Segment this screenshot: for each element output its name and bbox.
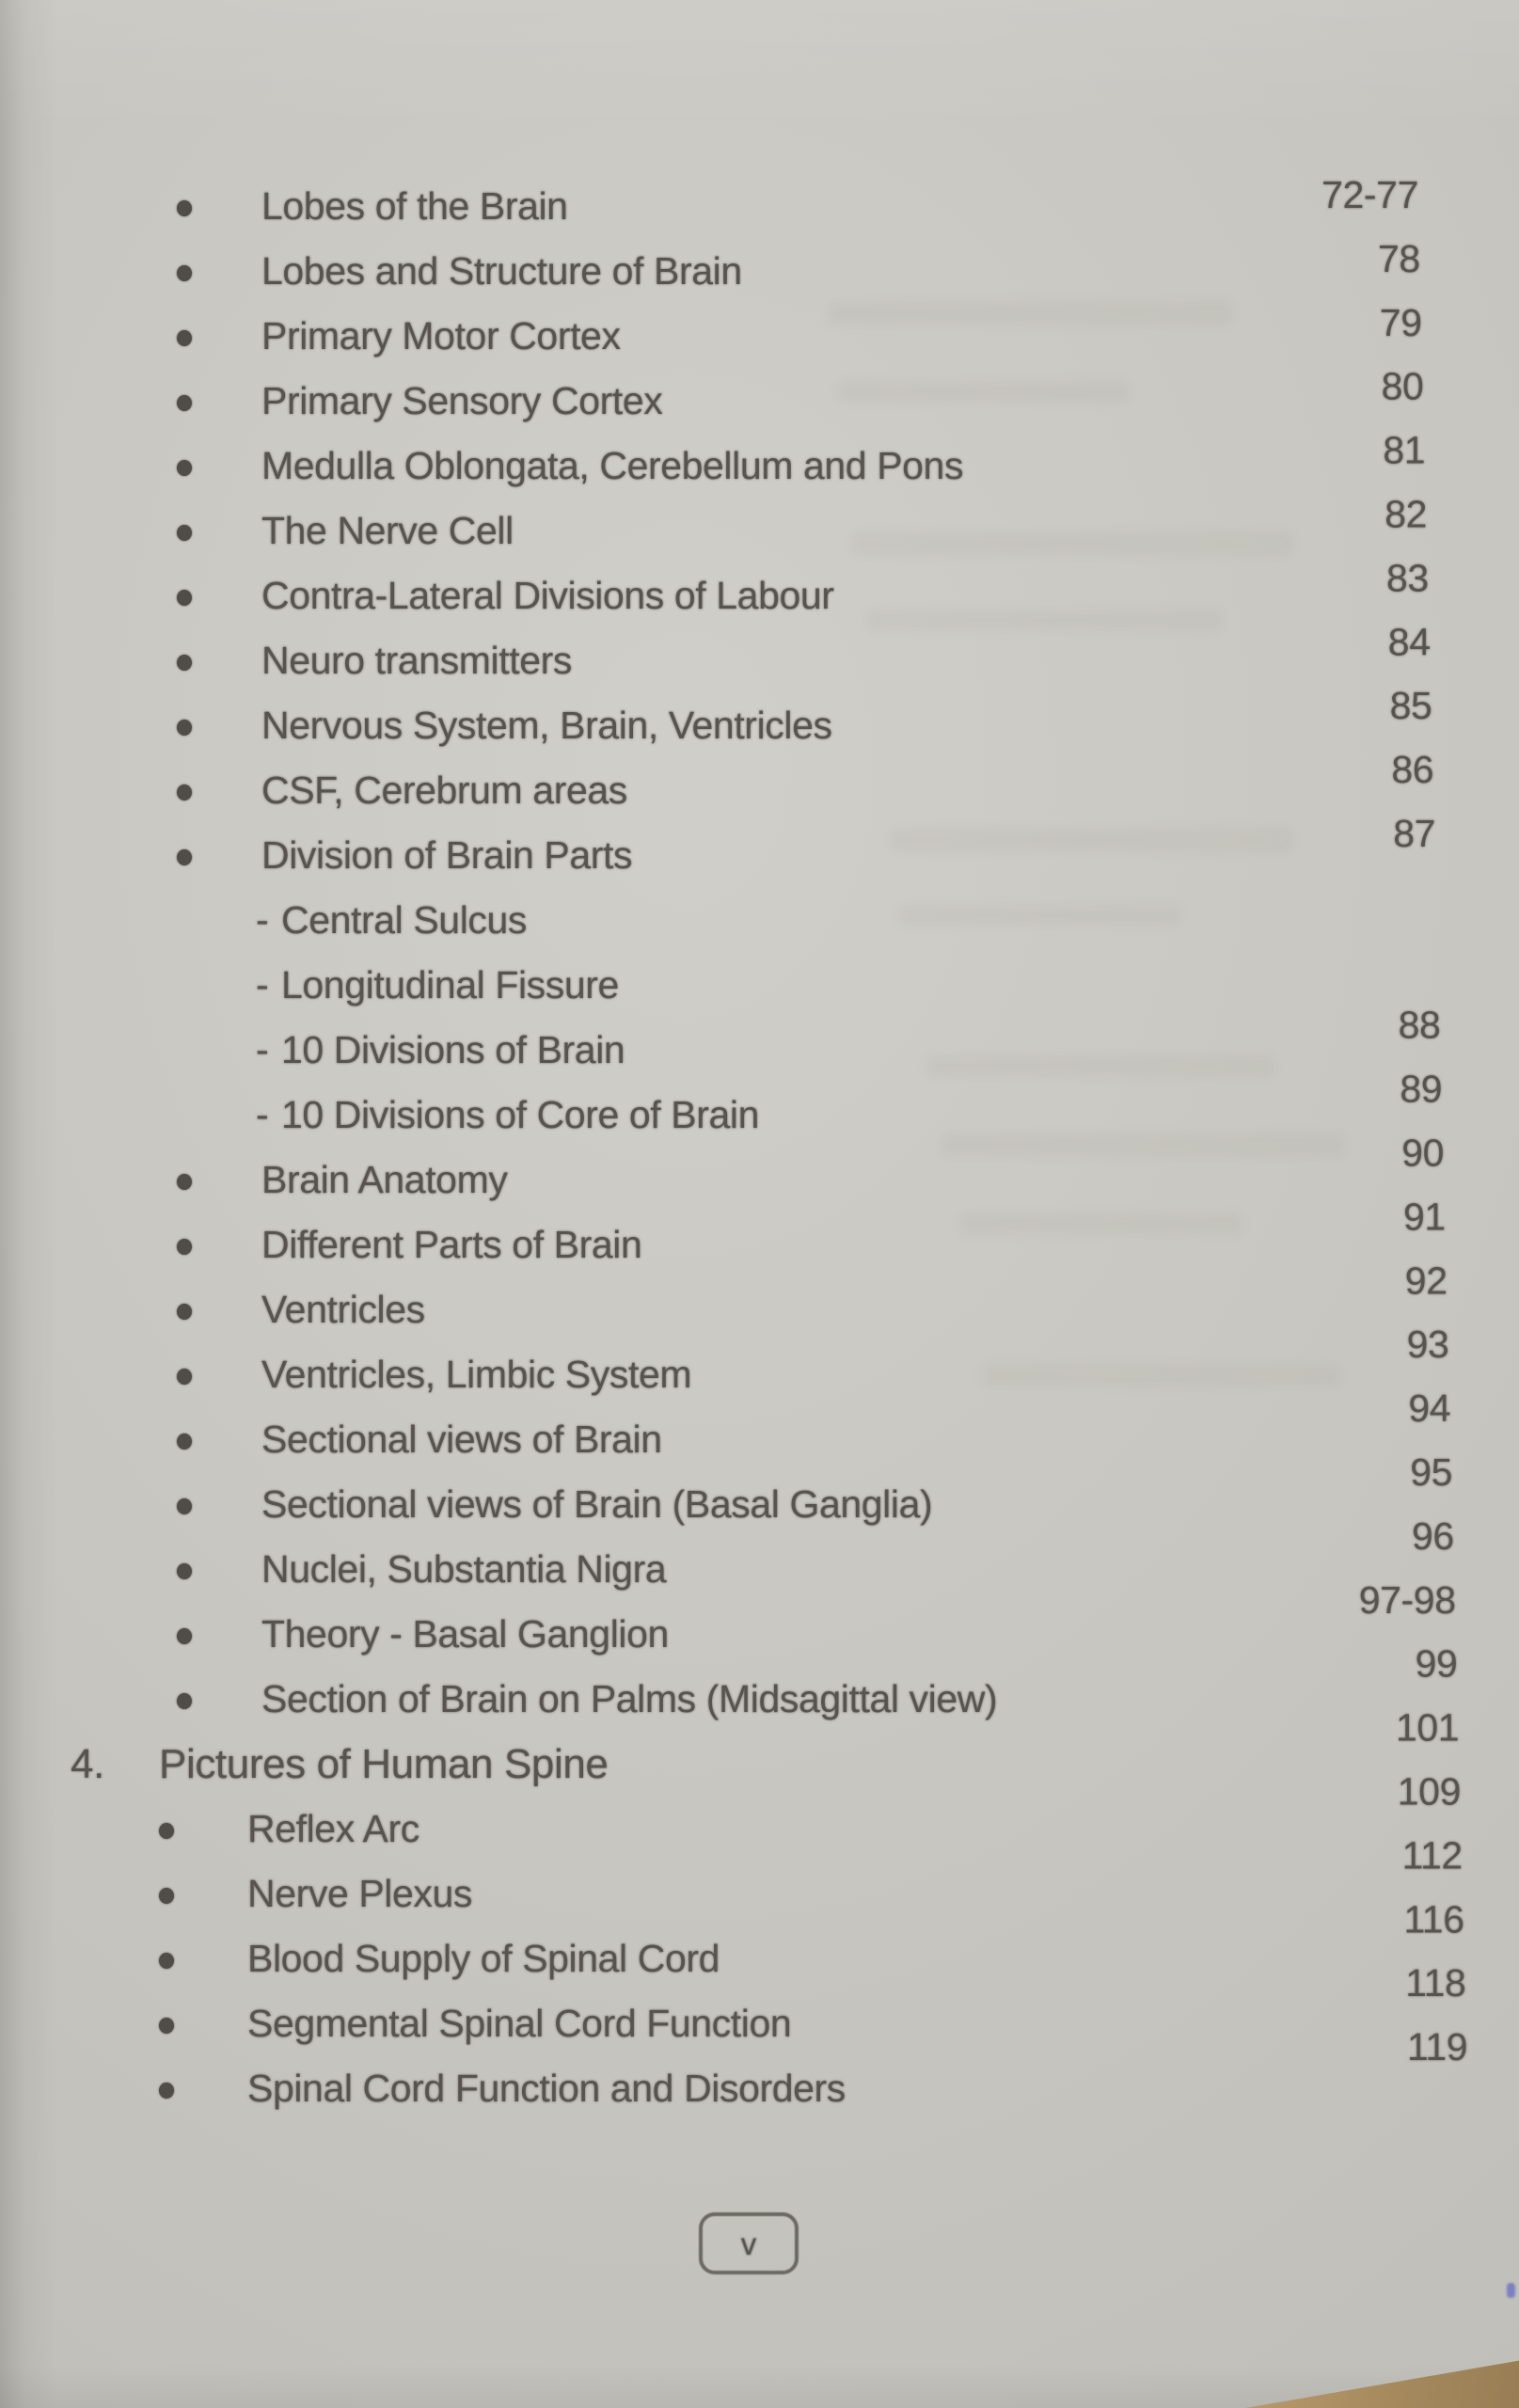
bullet-icon	[177, 1563, 192, 1579]
toc-row	[0, 236, 1519, 304]
bullet-icon	[177, 525, 192, 541]
toc-item-label: Ventricles, Limbic System	[261, 1353, 692, 1396]
toc-item-label: Medulla Oblongata, Cerebellum and Pons	[261, 444, 964, 487]
dash-marker: -	[256, 963, 269, 1006]
bullet-icon	[177, 395, 192, 411]
toc-row	[0, 684, 1519, 758]
bullet-icon	[177, 849, 192, 865]
bullet-icon	[177, 590, 192, 606]
bullet-icon	[177, 1628, 192, 1644]
toc-item-label: Section of Brain on Palms (Midsagittal view)	[261, 1677, 998, 1720]
toc-row	[0, 492, 1519, 563]
bullet-icon	[177, 1239, 192, 1255]
dash-marker: -	[256, 1028, 269, 1071]
toc-row	[0, 1577, 1519, 1667]
bullet-icon	[177, 1304, 192, 1320]
folio-box	[699, 2212, 799, 2274]
bullet-icon	[177, 720, 192, 736]
toc-row	[0, 1195, 1519, 1277]
toc-row	[0, 812, 1519, 888]
bullet-icon	[177, 460, 192, 476]
bullet-icon	[159, 2018, 174, 2034]
toc-item-label: Contra-Lateral Divisions of Labour	[261, 574, 834, 617]
toc-list	[0, 174, 1519, 2121]
bullet-icon	[177, 1434, 192, 1450]
toc-page-number: 95	[1410, 1450, 1452, 1494]
toc-row	[0, 300, 1519, 369]
toc-item-label: Segmental Spinal Cord Function	[247, 2002, 792, 2045]
toc-page-number: 92	[1404, 1259, 1448, 1303]
toc-row	[0, 1067, 1519, 1148]
toc-item-label: Nervous System, Brain, Ventricles	[261, 704, 832, 747]
bullet-icon	[177, 1369, 192, 1385]
toc-page-number: 112	[1401, 1833, 1463, 1877]
toc-page-number: 85	[1389, 684, 1432, 728]
toc-item-label: Nuclei, Substantia Nigra	[261, 1547, 667, 1591]
toc-row	[0, 1769, 1519, 1861]
bullet-icon	[177, 265, 192, 281]
toc-row	[0, 428, 1519, 499]
toc-row	[0, 1897, 1519, 1991]
toc-page-number: 84	[1387, 620, 1431, 664]
toc-row	[0, 174, 1519, 239]
toc-page-number: 94	[1408, 1386, 1451, 1431]
toc-item-label: Primary Motor Cortex	[261, 314, 621, 357]
toc-item-label: Division of Brain Parts	[261, 833, 633, 877]
toc-item-label: CSF, Cerebrum areas	[261, 768, 627, 812]
toc-item-label: Different Parts of Brain	[261, 1223, 642, 1266]
toc-page-number: 101	[1395, 1705, 1460, 1750]
toc-item-label: 10 Divisions of Brain	[281, 1028, 625, 1071]
toc-row	[0, 953, 1519, 1018]
dash-marker: -	[256, 1093, 269, 1136]
bullet-icon	[159, 1888, 174, 1904]
toc-item-label: The Nerve Cell	[261, 509, 514, 552]
folio-number: v	[740, 2226, 757, 2261]
toc-page-number: 91	[1403, 1195, 1446, 1239]
toc-row	[0, 1450, 1519, 1537]
toc-page-number: 72-77	[1321, 173, 1418, 216]
desk-corner	[1246, 2338, 1519, 2408]
toc-row	[0, 1513, 1519, 1602]
toc-item-label: Sectional views of Brain	[261, 1418, 662, 1461]
photo-artifact-speck	[1507, 2283, 1515, 2298]
bullet-icon	[177, 1174, 192, 1190]
toc-page-number: 82	[1385, 492, 1427, 536]
toc-row	[0, 1961, 1519, 2056]
toc-item-label: Sectional views of Brain (Basal Ganglia)	[261, 1482, 933, 1526]
toc-item-label: Brain Anatomy	[261, 1158, 508, 1201]
bullet-icon	[177, 784, 192, 800]
toc-page-number: 118	[1405, 1961, 1466, 2005]
toc-page-number: 86	[1391, 748, 1434, 792]
toc-row	[0, 748, 1519, 823]
bullet-icon	[177, 1498, 192, 1514]
toc-page-number: 80	[1381, 364, 1424, 408]
toc-item-label: Central Sulcus	[281, 898, 528, 942]
toc-row	[0, 556, 1519, 628]
toc-page-number: 78	[1378, 236, 1420, 280]
toc-item-label: Pictures of Human Spine	[159, 1741, 609, 1787]
toc-page-number: 87	[1393, 812, 1435, 855]
toc-item-label: Primary Sensory Cortex	[261, 379, 663, 422]
bullet-icon	[159, 2083, 174, 2099]
toc-row	[0, 2025, 1519, 2121]
toc-page-number: 116	[1403, 1897, 1464, 1941]
bullet-icon	[159, 1823, 174, 1839]
section-number: 4.	[71, 1741, 104, 1787]
bullet-icon	[177, 1693, 192, 1709]
toc-item-label: Spinal Cord Function and Disorders	[247, 2067, 846, 2110]
toc-row	[0, 1323, 1519, 1407]
toc-row	[0, 1131, 1519, 1212]
toc-page-number: 96	[1412, 1513, 1454, 1558]
toc-item-label: Reflex Arc	[247, 1807, 419, 1850]
bullet-icon	[177, 200, 192, 216]
toc-item-label: Neuro transmitters	[261, 639, 573, 682]
toc-row	[0, 1003, 1519, 1083]
bullet-icon	[177, 655, 192, 671]
toc-row	[0, 1833, 1519, 1926]
bullet-icon	[177, 330, 192, 346]
toc-page-number: 93	[1406, 1323, 1449, 1367]
toc-item-label: Nerve Plexus	[247, 1872, 473, 1915]
toc-item-label: Theory - Basal Ganglion	[261, 1612, 669, 1656]
toc-row	[0, 888, 1519, 953]
toc-page-number: 81	[1383, 428, 1426, 472]
toc-item-label: Longitudinal Fissure	[281, 963, 619, 1006]
toc-page-number: 88	[1398, 1003, 1441, 1047]
toc-item-label: Ventricles	[261, 1288, 425, 1331]
toc-page-number: 89	[1400, 1067, 1443, 1111]
toc-row	[0, 364, 1519, 434]
toc-page-number: 90	[1401, 1131, 1444, 1175]
toc-page-number: 109	[1397, 1769, 1461, 1814]
toc-page-number: 83	[1386, 556, 1429, 600]
toc-page-number: 119	[1407, 2025, 1468, 2069]
toc-row	[0, 1641, 1519, 1732]
toc-row	[0, 1705, 1519, 1797]
toc-item-label: 10 Divisions of Core of Brain	[281, 1093, 759, 1136]
bullet-icon	[159, 1953, 174, 1969]
toc-item-label: Lobes of the Brain	[261, 184, 568, 228]
toc-row	[0, 1386, 1519, 1472]
toc-page-number: 79	[1379, 300, 1422, 344]
toc-row	[0, 1259, 1519, 1342]
toc-item-label: Blood Supply of Spinal Cord	[247, 1937, 720, 1980]
toc-row	[0, 620, 1519, 693]
toc-page-number: 97-98	[1358, 1577, 1456, 1622]
dash-marker: -	[256, 898, 269, 942]
toc-item-label: Lobes and Structure of Brain	[261, 249, 742, 293]
toc-page-number: 99	[1415, 1641, 1458, 1686]
